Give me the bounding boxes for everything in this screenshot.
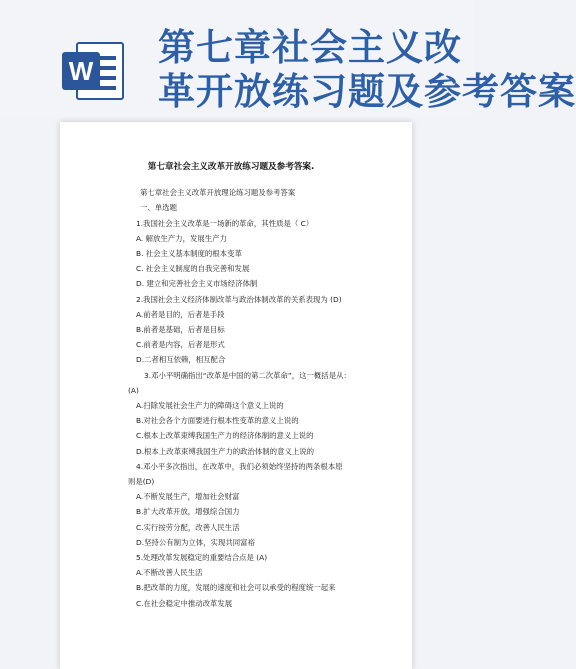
word-icon xyxy=(62,38,128,104)
banner-title-line2: 革开放练习题及参考答案 xyxy=(158,70,576,113)
document-line: B.对社会各个方面要进行根本性变革的意义上说的 xyxy=(136,416,299,426)
document-title: 第七章社会主义改革开放练习题及参考答案. xyxy=(147,162,315,172)
banner-title xyxy=(158,26,576,114)
document-line: D.根本上改革束缚我国生产力的政治体制的意义上说的 xyxy=(136,446,315,456)
document-line: A. 解放生产力，发展生产力 xyxy=(136,233,227,243)
document-line: D. 建立和完善社会主义市场经济体制 xyxy=(136,279,258,289)
document-line: C. 社会主义制度的自我完善和发展 xyxy=(136,264,250,274)
document-line: 1.我国社会主义改革是一场新的革命，其性质是（ C） xyxy=(136,218,314,228)
document-line: A.前者是目的，后者是手段 xyxy=(136,309,225,319)
document-lines xyxy=(66,185,366,611)
document-line: 3.邓小平明确指出“改革是中国的第二次革命”，这一概括是从： xyxy=(144,370,351,380)
document-line: 第七章社会主义改革开放理论练习题及参考答案 xyxy=(140,188,296,198)
document-line: B.把改革的力度，发展的速度和社会可以承受的程度统一起来 xyxy=(136,583,336,593)
document-line: 一、单选题 xyxy=(140,203,177,213)
document-line: C.根本上改革束缚我国生产力的经济体制的意义上说的 xyxy=(136,431,314,441)
document-line: B.扩大改革开放，增强综合国力 xyxy=(136,507,240,517)
document-line: 则是(D) xyxy=(128,477,155,487)
word-letter-badge: W xyxy=(62,52,100,90)
document-line: B. 社会主义基本制度的根本变革 xyxy=(136,249,242,259)
document-line: A.扫除发展社会生产力的障碍这个意义上说的 xyxy=(136,401,284,411)
document-line: C.前者是内容，后者是形式 xyxy=(136,340,225,350)
document-line: A.不断发展生产，增加社会财富 xyxy=(136,492,240,502)
document-line: (A) xyxy=(128,385,139,395)
document-line: 4.邓小平多次指出，在改革中，我们必须始终坚持的两条根本原 xyxy=(136,461,343,471)
document-line: A.不断改善人民生活 xyxy=(136,568,203,578)
banner xyxy=(0,0,576,118)
document-line: 5.处理改革发展稳定的重要结合点是 (A) xyxy=(136,553,268,563)
document-line: C.在社会稳定中推动改革发展 xyxy=(136,598,233,608)
document-content xyxy=(66,160,366,611)
document-line: D.坚持公有制为立体，实现共同富裕 xyxy=(136,537,255,547)
document-line: D.二者相互依赖，相互配合 xyxy=(136,355,226,365)
document-line: B.前者是基础，后者是目标 xyxy=(136,325,225,335)
banner-title-line1: 第七章社会主义改 xyxy=(158,26,462,69)
document-line: 2.我国社会主义经济体制改革与政治体制改革的关系表现为 (D) xyxy=(136,294,342,304)
document-line: C.实行按劳分配，改善人民生活 xyxy=(136,522,240,532)
